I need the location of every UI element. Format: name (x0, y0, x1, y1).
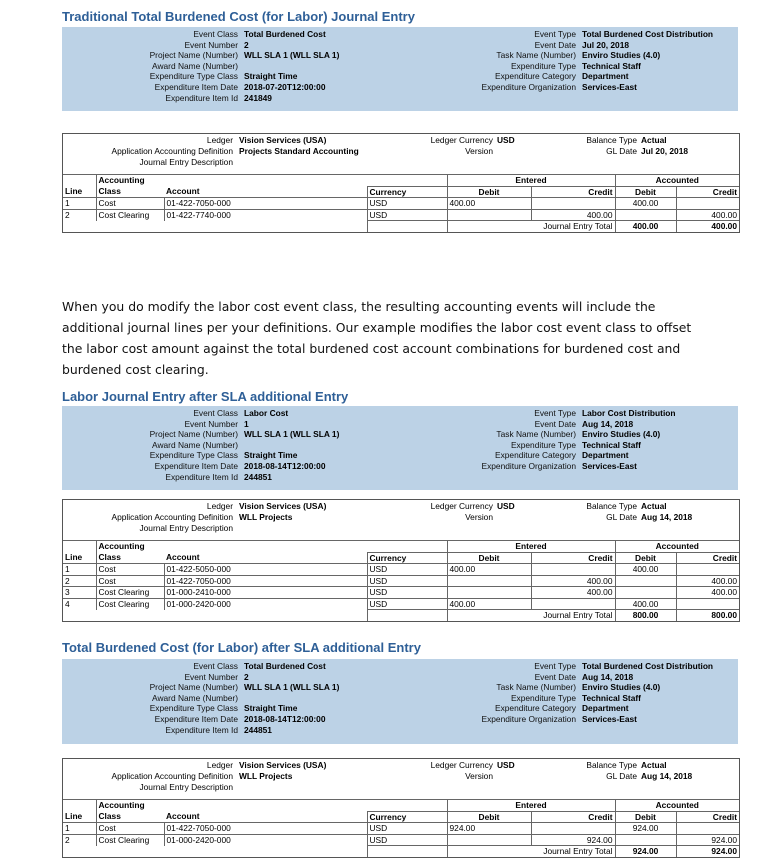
event-field-label: Event Class (193, 29, 238, 39)
aad-value: WLL Projects (239, 512, 293, 522)
accounted-column-header: Accounted (655, 175, 699, 185)
entered-debit: 400.00 (449, 198, 476, 208)
section3-heading: Total Burdened Cost (for Labor) after SLA additional Entry (62, 640, 421, 655)
line-number: 1 (65, 823, 70, 833)
line-number: 1 (65, 198, 70, 208)
gl-date-label: GL Date (606, 771, 637, 781)
balance-type-value: Actual (641, 760, 667, 770)
event-field-label: Expenditure Organization (481, 713, 576, 724)
event-field-row (62, 93, 339, 104)
event-field-label: Task Name (Number) (496, 682, 576, 693)
event-field-label: Expenditure Item Date (154, 460, 238, 471)
total-row (63, 610, 739, 621)
journal-description-label: Journal Entry Description (139, 157, 233, 167)
line-currency: USD (369, 575, 388, 586)
entered-credit-header: Credit (588, 811, 613, 822)
line-currency: USD (369, 209, 388, 220)
event-field-label: Event Date (534, 39, 576, 50)
line-account: 01-422-7050-000 (166, 198, 231, 208)
event-field-value: Straight Time (244, 71, 298, 82)
total-credit: 400.00 (711, 221, 737, 231)
section2-event-panel (62, 406, 738, 490)
event-field-value: WLL SLA 1 (WLL SLA 1) (244, 682, 340, 693)
event-field-value: Aug 14, 2018 (582, 671, 634, 682)
event-field-label: Expenditure Type Class (149, 703, 238, 714)
ledger-header (63, 500, 739, 540)
event-field-label: Task Name (Number) (496, 50, 576, 61)
accounted-credit-header: Credit (712, 552, 737, 563)
event-field-value: 244851 (244, 471, 272, 482)
total-debit: 924.00 (632, 846, 659, 856)
gl-date-value: Aug 14, 2018 (641, 512, 693, 522)
line-account: 01-000-2420-000 (166, 598, 231, 609)
event-field-row (62, 61, 713, 72)
event-field-label: Event Type (534, 408, 576, 418)
event-field-value: Total Burdened Cost Distribution (582, 661, 714, 671)
paragraph-line: When you do modify the labor cost event class, the resulting accounting events will include the (62, 299, 656, 314)
event-field-label: Expenditure Item Date (154, 81, 238, 92)
event-field-value: WLL SLA 1 (WLL SLA 1) (244, 50, 340, 61)
event-field-value: 244851 (244, 724, 272, 735)
version-label: Version (465, 146, 493, 156)
event-field-row (62, 672, 713, 683)
ledger-header (63, 134, 739, 174)
ledger-label: Ledger (206, 760, 233, 770)
table-row (63, 823, 739, 835)
event-field-value: Straight Time (244, 703, 298, 714)
event-field-value: Technical Staff (582, 60, 641, 71)
line-class: Cost Clearing (98, 209, 150, 220)
accounted-debit: 400.00 (632, 564, 659, 574)
event-field-label: Expenditure Type Class (149, 71, 238, 82)
section3-event-panel (62, 659, 738, 744)
event-field-value: Total Burdened Cost Distribution (582, 29, 714, 39)
event-field-row (62, 40, 713, 51)
journal-lines-table (63, 799, 739, 857)
aad-value: WLL Projects (239, 771, 293, 781)
event-field-value: Labor Cost Distribution (582, 408, 676, 418)
event-field-value: Straight Time (244, 450, 298, 461)
event-field-value: WLL SLA 1 (WLL SLA 1) (244, 429, 340, 440)
event-field-value: Department (582, 450, 629, 461)
event-field-label: Expenditure Item Date (154, 713, 238, 724)
line-number: 2 (65, 575, 70, 586)
line-column-header: Line (65, 811, 83, 822)
aad-label: Application Accounting Definition (111, 146, 233, 156)
line-number: 1 (65, 564, 70, 574)
ledger-value: Vision Services (USA) (239, 760, 327, 770)
line-currency: USD (369, 587, 388, 597)
event-field-label: Event Number (184, 418, 238, 429)
line-column-header: Line (65, 552, 83, 563)
event-field-label: Event Class (193, 408, 238, 418)
event-field-label: Expenditure Type (510, 60, 576, 71)
event-field-value: Services-East (582, 81, 637, 92)
total-credit: 924.00 (711, 846, 737, 856)
line-account: 01-000-2410-000 (166, 587, 231, 597)
event-field-label: Expenditure Type (510, 692, 576, 703)
event-field-label: Award Name (Number) (152, 60, 238, 71)
event-field-label: Expenditure Category (494, 450, 576, 461)
event-field-value: 1 (244, 418, 249, 429)
event-right-column (62, 661, 713, 725)
event-field-label: Task Name (Number) (496, 429, 576, 440)
accounted-column-header: Accounted (655, 800, 699, 810)
entered-column-header: Entered (515, 175, 547, 185)
event-field-value: 2 (244, 39, 249, 50)
accounted-credit-header: Credit (712, 811, 737, 822)
balance-type-value: Actual (641, 135, 667, 145)
event-field-row (62, 461, 676, 472)
event-field-label: Project Name (Number) (149, 50, 238, 61)
event-field-label: Event Type (534, 661, 576, 671)
balance-type-label: Balance Type (586, 501, 637, 511)
table-row (63, 209, 739, 221)
ledger-label: Ledger (206, 501, 233, 511)
event-field-label: Event Type (534, 29, 576, 39)
event-field-row (62, 50, 713, 61)
entered-column-header: Entered (515, 541, 547, 551)
event-field-row (62, 419, 676, 430)
table-header-row (63, 811, 739, 823)
currency-column-header: Currency (369, 186, 407, 197)
line-class: Cost (98, 575, 116, 586)
event-field-label: Expenditure Organization (481, 81, 576, 92)
section3-ledger (62, 758, 740, 858)
table-row (63, 598, 739, 610)
event-field-value: 2018-08-14T12:00:00 (244, 460, 326, 471)
entered-credit: 400.00 (586, 575, 613, 586)
event-field-value: 2 (244, 671, 249, 682)
journal-description-label: Journal Entry Description (139, 782, 233, 792)
line-currency: USD (369, 198, 388, 208)
line-number: 2 (65, 834, 70, 845)
ledger-value: Vision Services (USA) (239, 135, 327, 145)
line-account: 01-000-2420-000 (166, 834, 231, 845)
line-number: 2 (65, 209, 70, 220)
event-field-label: Event Number (184, 39, 238, 50)
gl-date-value: Aug 14, 2018 (641, 771, 693, 781)
event-field-label: Event Date (534, 671, 576, 682)
line-class: Cost (98, 198, 116, 208)
event-field-value: Services-East (582, 460, 637, 471)
paragraph-line: burdened cost clearing. (62, 362, 209, 377)
ledger-header (63, 759, 739, 799)
event-field-row (62, 440, 676, 451)
entered-debit: 400.00 (449, 598, 476, 609)
gl-date-label: GL Date (606, 512, 637, 522)
event-field-value: Technical Staff (582, 439, 641, 450)
line-account: 01-422-5050-000 (166, 564, 231, 574)
paragraph-line: additional journal lines per your definitions. Our example modifies the labor cost event class to offset (62, 320, 692, 335)
class-column-header: Class (98, 811, 121, 822)
event-field-value: Total Burdened Cost (244, 661, 326, 671)
event-field-label: Event Date (534, 418, 576, 429)
accounted-debit: 400.00 (632, 198, 659, 208)
accounting-column-header: Accounting (98, 800, 145, 811)
table-header-row (63, 552, 739, 564)
line-account: 01-422-7740-000 (166, 209, 231, 220)
paragraph-line: the labor cost amount against the total burdened cost account combinations for burdened cost and (62, 341, 681, 356)
journal-description-label: Journal Entry Description (139, 523, 233, 533)
total-row (63, 846, 739, 857)
ledger-value: Vision Services (USA) (239, 501, 327, 511)
accounted-credit-header: Credit (712, 186, 737, 197)
version-label: Version (465, 771, 493, 781)
entered-debit-header: Debit (478, 552, 500, 563)
currency-value: USD (497, 760, 515, 770)
event-field-row (62, 29, 713, 40)
aad-label: Application Accounting Definition (111, 771, 233, 781)
event-field-row (62, 472, 339, 483)
event-field-label: Award Name (Number) (152, 439, 238, 450)
table-header-row (63, 800, 739, 812)
currency-column-header: Currency (369, 811, 407, 822)
accounting-column-header: Accounting (98, 175, 145, 186)
accounted-column-header: Accounted (655, 541, 699, 551)
balance-type-label: Balance Type (586, 135, 637, 145)
accounted-credit: 400.00 (711, 575, 737, 586)
balance-type-value: Actual (641, 501, 667, 511)
line-account: 01-422-7050-000 (166, 823, 231, 833)
event-field-label: Event Class (193, 661, 238, 671)
event-field-value: 2018-07-20T12:00:00 (244, 81, 326, 92)
table-row (63, 564, 739, 576)
event-field-label: Award Name (Number) (152, 692, 238, 703)
event-field-label: Expenditure Category (494, 703, 576, 714)
total-credit: 800.00 (711, 610, 737, 620)
event-field-row (62, 682, 713, 693)
line-currency: USD (369, 564, 388, 574)
line-account: 01-422-7050-000 (166, 575, 231, 586)
line-column-header: Line (65, 186, 83, 197)
event-field-label: Expenditure Item Id (165, 92, 238, 103)
section2-heading: Labor Journal Entry after SLA additional Entry (62, 389, 349, 404)
event-field-row (62, 714, 713, 725)
table-header-row (63, 175, 739, 187)
event-field-value: Technical Staff (582, 692, 641, 703)
gl-date-value: Jul 20, 2018 (641, 146, 689, 156)
event-field-value: Enviro Studies (4.0) (582, 50, 661, 61)
table-row (63, 834, 739, 846)
event-field-value: Jul 20, 2018 (582, 39, 630, 50)
class-column-header: Class (98, 552, 121, 563)
currency-value: USD (497, 501, 515, 511)
gl-date-label: GL Date (606, 146, 637, 156)
entered-debit: 400.00 (449, 564, 476, 574)
journal-total-label: Journal Entry Total (543, 610, 613, 620)
event-field-label: Event Number (184, 671, 238, 682)
entered-debit-header: Debit (478, 811, 500, 822)
line-class: Cost Clearing (98, 834, 150, 845)
aad-value: Projects Standard Accounting (239, 146, 359, 156)
line-currency: USD (369, 598, 388, 609)
event-field-value: Department (582, 71, 629, 82)
journal-total-label: Journal Entry Total (543, 221, 613, 231)
event-field-value: Aug 14, 2018 (582, 418, 634, 429)
account-column-header: Account (166, 186, 200, 197)
explanation-paragraph (62, 296, 712, 380)
event-field-label: Project Name (Number) (149, 429, 238, 440)
class-column-header: Class (98, 186, 121, 197)
entered-credit: 400.00 (586, 587, 613, 597)
line-currency: USD (369, 834, 388, 845)
line-class: Cost (98, 823, 116, 833)
event-field-value: Enviro Studies (4.0) (582, 682, 661, 693)
event-field-value: Total Burdened Cost (244, 29, 326, 39)
line-currency: USD (369, 823, 388, 833)
line-number: 3 (65, 587, 70, 597)
currency-label: Ledger Currency (430, 501, 493, 511)
currency-column-header: Currency (369, 552, 407, 563)
section2-ledger (62, 499, 740, 622)
event-field-row (62, 408, 676, 419)
section1-event-panel (62, 27, 738, 111)
event-right-column (62, 408, 676, 472)
event-field-value: Services-East (582, 713, 637, 724)
journal-lines-table (63, 174, 739, 232)
section1-heading: Traditional Total Burdened Cost (for Labor) Journal Entry (62, 9, 415, 24)
accounting-column-header: Accounting (98, 541, 145, 552)
accounted-debit-header: Debit (635, 186, 656, 197)
entered-credit: 400.00 (586, 209, 613, 220)
event-field-value: Labor Cost (244, 408, 289, 418)
table-row (63, 198, 739, 210)
total-debit: 400.00 (632, 221, 659, 231)
accounted-credit: 400.00 (711, 209, 737, 220)
table-header-row (63, 541, 739, 553)
event-right-column (62, 29, 713, 93)
event-field-value: Enviro Studies (4.0) (582, 429, 661, 440)
event-field-label: Project Name (Number) (149, 682, 238, 693)
accounted-debit: 400.00 (632, 598, 659, 609)
total-debit: 800.00 (632, 610, 659, 620)
account-column-header: Account (166, 552, 200, 563)
account-column-header: Account (166, 811, 200, 822)
entered-debit: 924.00 (449, 823, 476, 833)
currency-value: USD (497, 135, 515, 145)
event-field-row (62, 450, 676, 461)
line-number: 4 (65, 598, 70, 609)
entered-column-header: Entered (515, 800, 547, 810)
journal-total-label: Journal Entry Total (543, 846, 613, 856)
event-field-label: Expenditure Organization (481, 460, 576, 471)
version-label: Version (465, 512, 493, 522)
entered-credit: 924.00 (586, 834, 613, 845)
event-field-row (62, 661, 713, 672)
line-class: Cost Clearing (98, 598, 150, 609)
balance-type-label: Balance Type (586, 760, 637, 770)
event-field-row (62, 725, 339, 736)
currency-label: Ledger Currency (430, 135, 493, 145)
accounted-debit-header: Debit (635, 811, 656, 822)
table-header-row (63, 186, 739, 198)
event-field-label: Expenditure Type (510, 439, 576, 450)
ledger-label: Ledger (206, 135, 233, 145)
section1-ledger (62, 133, 740, 233)
table-row (63, 575, 739, 587)
event-field-label: Expenditure Category (494, 71, 576, 82)
event-field-value: 241849 (244, 92, 272, 103)
line-class: Cost (98, 564, 116, 574)
event-field-row (62, 82, 713, 93)
event-field-label: Expenditure Item Id (165, 471, 238, 482)
accounted-debit: 924.00 (632, 823, 659, 833)
event-field-label: Expenditure Item Id (165, 724, 238, 735)
event-field-value: Department (582, 703, 629, 714)
currency-label: Ledger Currency (430, 760, 493, 770)
entered-debit-header: Debit (478, 186, 500, 197)
event-field-row (62, 429, 676, 440)
journal-lines-table (63, 540, 739, 621)
event-field-row (62, 693, 713, 704)
event-field-row (62, 703, 713, 714)
table-row (63, 587, 739, 599)
line-class: Cost Clearing (98, 587, 150, 597)
accounted-credit: 400.00 (711, 587, 737, 597)
total-row (63, 221, 739, 232)
entered-credit-header: Credit (588, 552, 613, 563)
accounted-debit-header: Debit (635, 552, 656, 563)
aad-label: Application Accounting Definition (111, 512, 233, 522)
entered-credit-header: Credit (588, 186, 613, 197)
event-field-value: 2018-08-14T12:00:00 (244, 713, 326, 724)
event-field-label: Expenditure Type Class (149, 450, 238, 461)
accounted-credit: 924.00 (711, 834, 737, 845)
event-field-row (62, 71, 713, 82)
